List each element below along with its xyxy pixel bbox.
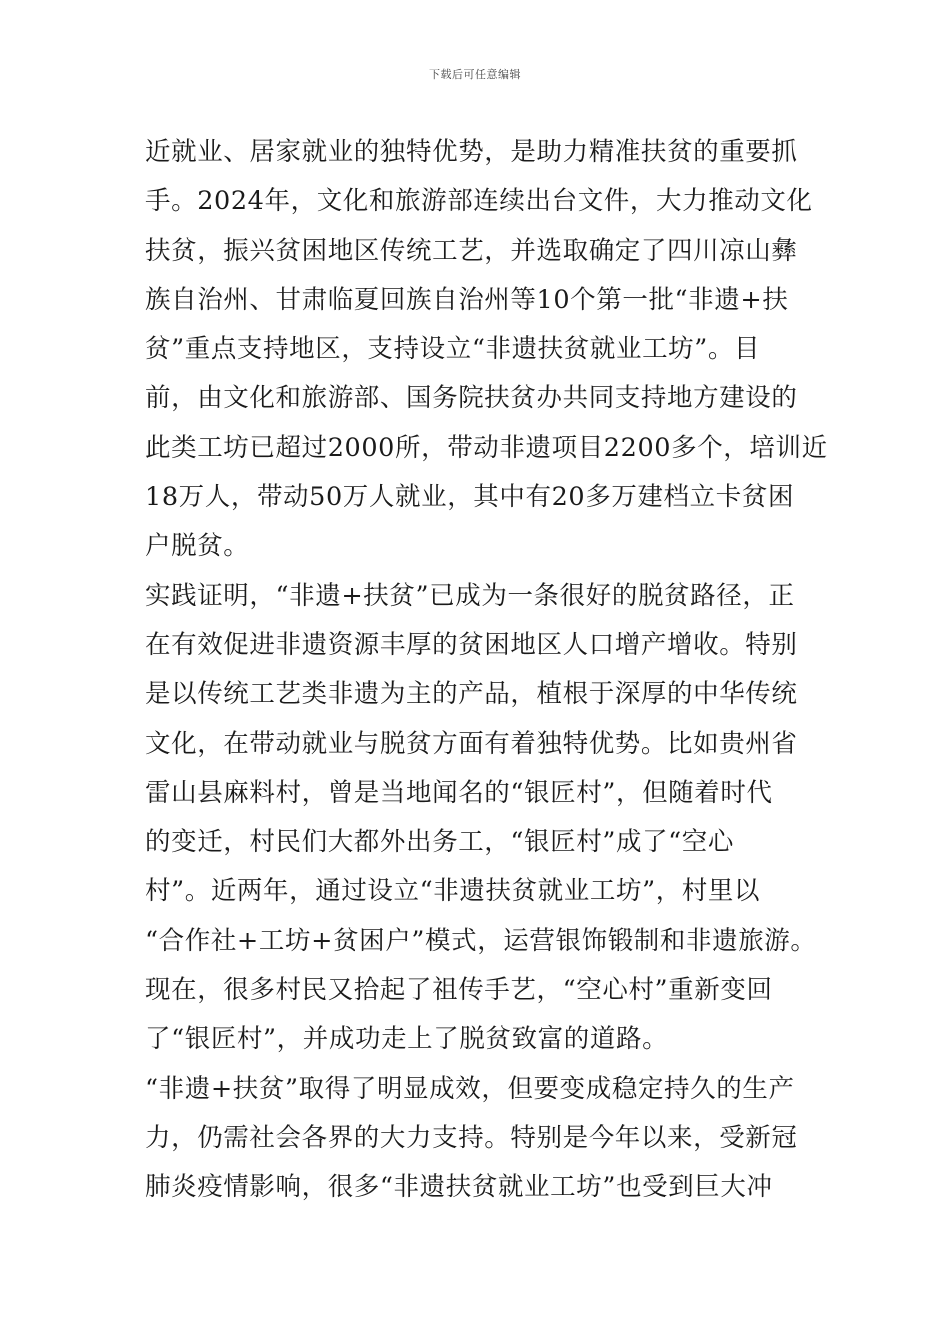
- text-line: 前，由文化和旅游部、国务院扶贫办共同支持地方建设的: [145, 383, 798, 414]
- text-line: 此类工坊已超过2000所，带动非遗项目2200多个，培训近: [145, 432, 828, 463]
- text-line: 现在，很多村民又拾起了祖传手艺，“空心村”重新变回: [145, 975, 773, 1006]
- text-line: 村”。近两年，通过设立“非遗扶贫就业工坊”，村里以: [145, 876, 761, 907]
- text-line: 户脱贫。: [145, 531, 250, 562]
- text-line: 近就业、居家就业的独特优势，是助力精准扶贫的重要抓: [145, 137, 798, 167]
- text-line: 手。2024年，文化和旅游部连续出台文件，大力推动文化: [145, 186, 813, 217]
- text-line: 是以传统工艺类非遗为主的产品，植根于深厚的中华传统: [145, 679, 798, 710]
- text-line: 族自治州、甘肃临夏回族自治州等10个第一批“非遗+扶: [145, 284, 789, 315]
- text-line: 在有效促进非遗资源丰厚的贫困地区人口增产增收。特别: [145, 629, 798, 660]
- text-line: 力，仍需社会各界的大力支持。特别是今年以来，受新冠: [145, 1122, 798, 1153]
- text-line: 肺炎疫情影响，很多“非遗扶贫就业工坊”也受到巨大冲: [145, 1172, 773, 1203]
- text-line: “非遗+扶贫”取得了明显成效，但要变成稳定持久的生产: [145, 1073, 795, 1104]
- text-line: 扶贫，振兴贫困地区传统工艺，并选取确定了四川凉山彝: [145, 235, 798, 266]
- text-line: 实践证明，“非遗+扶贫”已成为一条很好的脱贫路径，正: [145, 580, 795, 611]
- text-line: 了“银匠村”，并成功走上了脱贫致富的道路。: [145, 1024, 669, 1055]
- document-body: [145, 128, 828, 1213]
- text-line: 的变迁，村民们大都外出务工，“银匠村”成了“空心: [145, 827, 735, 858]
- page-header: 下载后可任意编辑: [429, 68, 521, 81]
- text-line: 18万人，带动50万人就业，其中有20多万建档立卡贫困: [145, 482, 795, 513]
- text-line: 文化，在带动就业与脱贫方面有着独特优势。比如贵州省: [145, 728, 798, 759]
- text-line: 雷山县麻料村，曾是当地闻名的“银匠村”，但随着时代: [145, 777, 773, 808]
- text-line: 贫”重点支持地区，支持设立“非遗扶贫就业工坊”。目: [145, 334, 761, 365]
- text-line: “合作社+工坊+贫困户”模式，运营银饰锻制和非遗旅游。: [145, 925, 817, 956]
